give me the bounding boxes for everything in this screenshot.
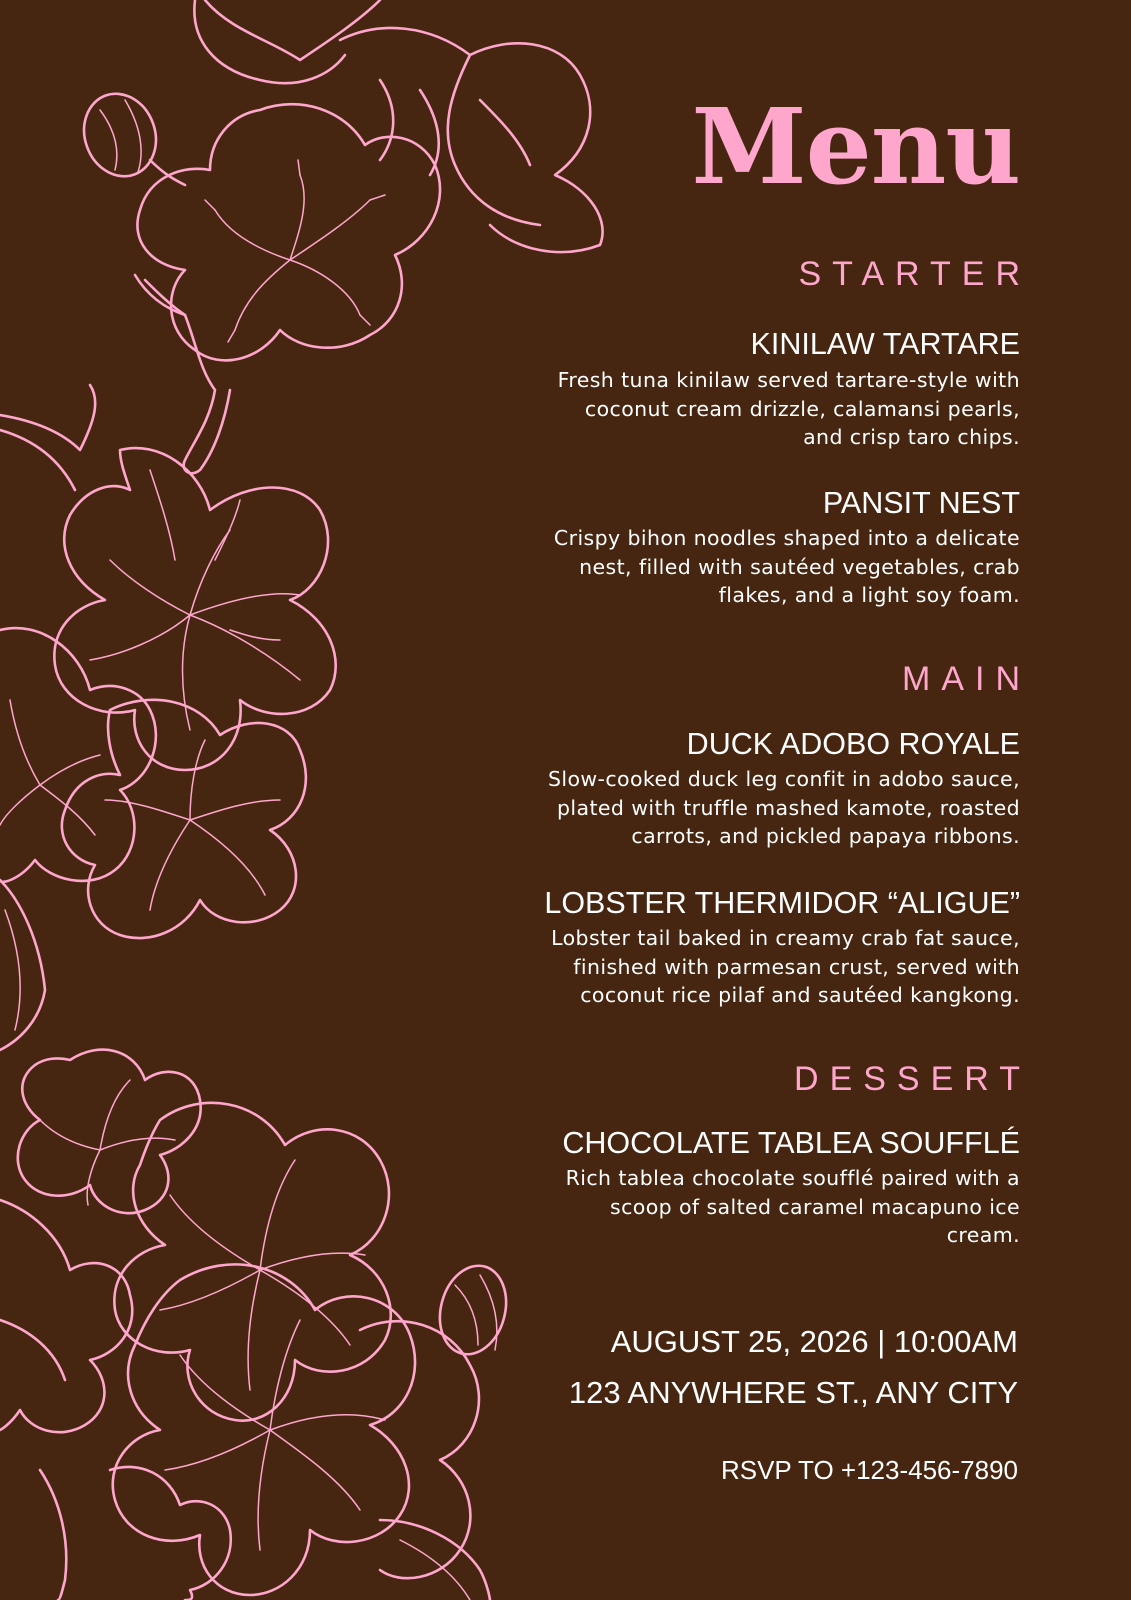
section-heading-dessert: DESSERT [794, 1060, 1031, 1098]
event-date-time: AUGUST 25, 2026 | 10:00AM [610, 1324, 1018, 1359]
description-line: finished with parmesan crust, served with [573, 954, 1020, 979]
event-address: 123 ANYWHERE ST., ANY CITY [568, 1375, 1018, 1410]
rsvp-contact: RSVP TO +123-456-7890 [720, 1455, 1018, 1485]
description-line: Rich tablea chocolate soufflé paired with a [565, 1166, 1020, 1190]
description-line: nest, filled with sautéed vegetables, crab [579, 554, 1020, 579]
item-description-kinilaw-tartare [480, 366, 1020, 452]
description-line: coconut cream drizzle, calamansi pearls, [584, 396, 1020, 421]
item-description-chocolate-tablea-souffle [480, 1164, 1020, 1250]
item-name-chocolate-tablea-souffle: CHOCOLATE TABLEA SOUFFLÉ [562, 1126, 1020, 1160]
item-description-lobster-thermidor [480, 924, 1020, 1010]
section-heading-main: MAIN [902, 660, 1031, 698]
menu-title: Menu [691, 85, 1020, 208]
description-line: scoop of salted caramel macapuno ice [610, 1194, 1020, 1219]
item-description-pansit-nest [480, 524, 1020, 610]
description-line: Slow-cooked duck leg confit in adobo sauce, [547, 767, 1020, 791]
description-line: carrots, and pickled papaya ribbons. [631, 824, 1020, 848]
description-line: cream. [946, 1223, 1020, 1247]
item-name-kinilaw-tartare: KINILAW TARTARE [750, 327, 1020, 361]
bottom-blossom-cluster [0, 1050, 516, 1600]
item-description-duck-adobo-royale [480, 765, 1020, 851]
item-name-pansit-nest: PANSIT NEST [822, 486, 1020, 520]
description-line: coconut rice pilaf and sautéed kangkong. [580, 983, 1020, 1007]
description-line: Fresh tuna kinilaw served tartare-style with [557, 368, 1020, 392]
description-line: and crisp taro chips. [803, 425, 1020, 449]
description-line: Crispy bihon noodles shaped into a delicate [553, 526, 1020, 550]
item-name-duck-adobo-royale: DUCK ADOBO ROYALE [686, 727, 1020, 761]
description-line: flakes, and a light soy foam. [718, 583, 1020, 607]
description-line: plated with truffle mashed kamote, roasted [556, 795, 1020, 820]
middle-blossom-cluster [0, 385, 336, 1050]
section-heading-starter: STARTER [798, 255, 1031, 293]
description-line: Lobster tail baked in creamy crab fat sauce, [551, 926, 1020, 950]
item-name-lobster-thermidor: LOBSTER THERMIDOR “ALIGUE” [544, 886, 1020, 920]
